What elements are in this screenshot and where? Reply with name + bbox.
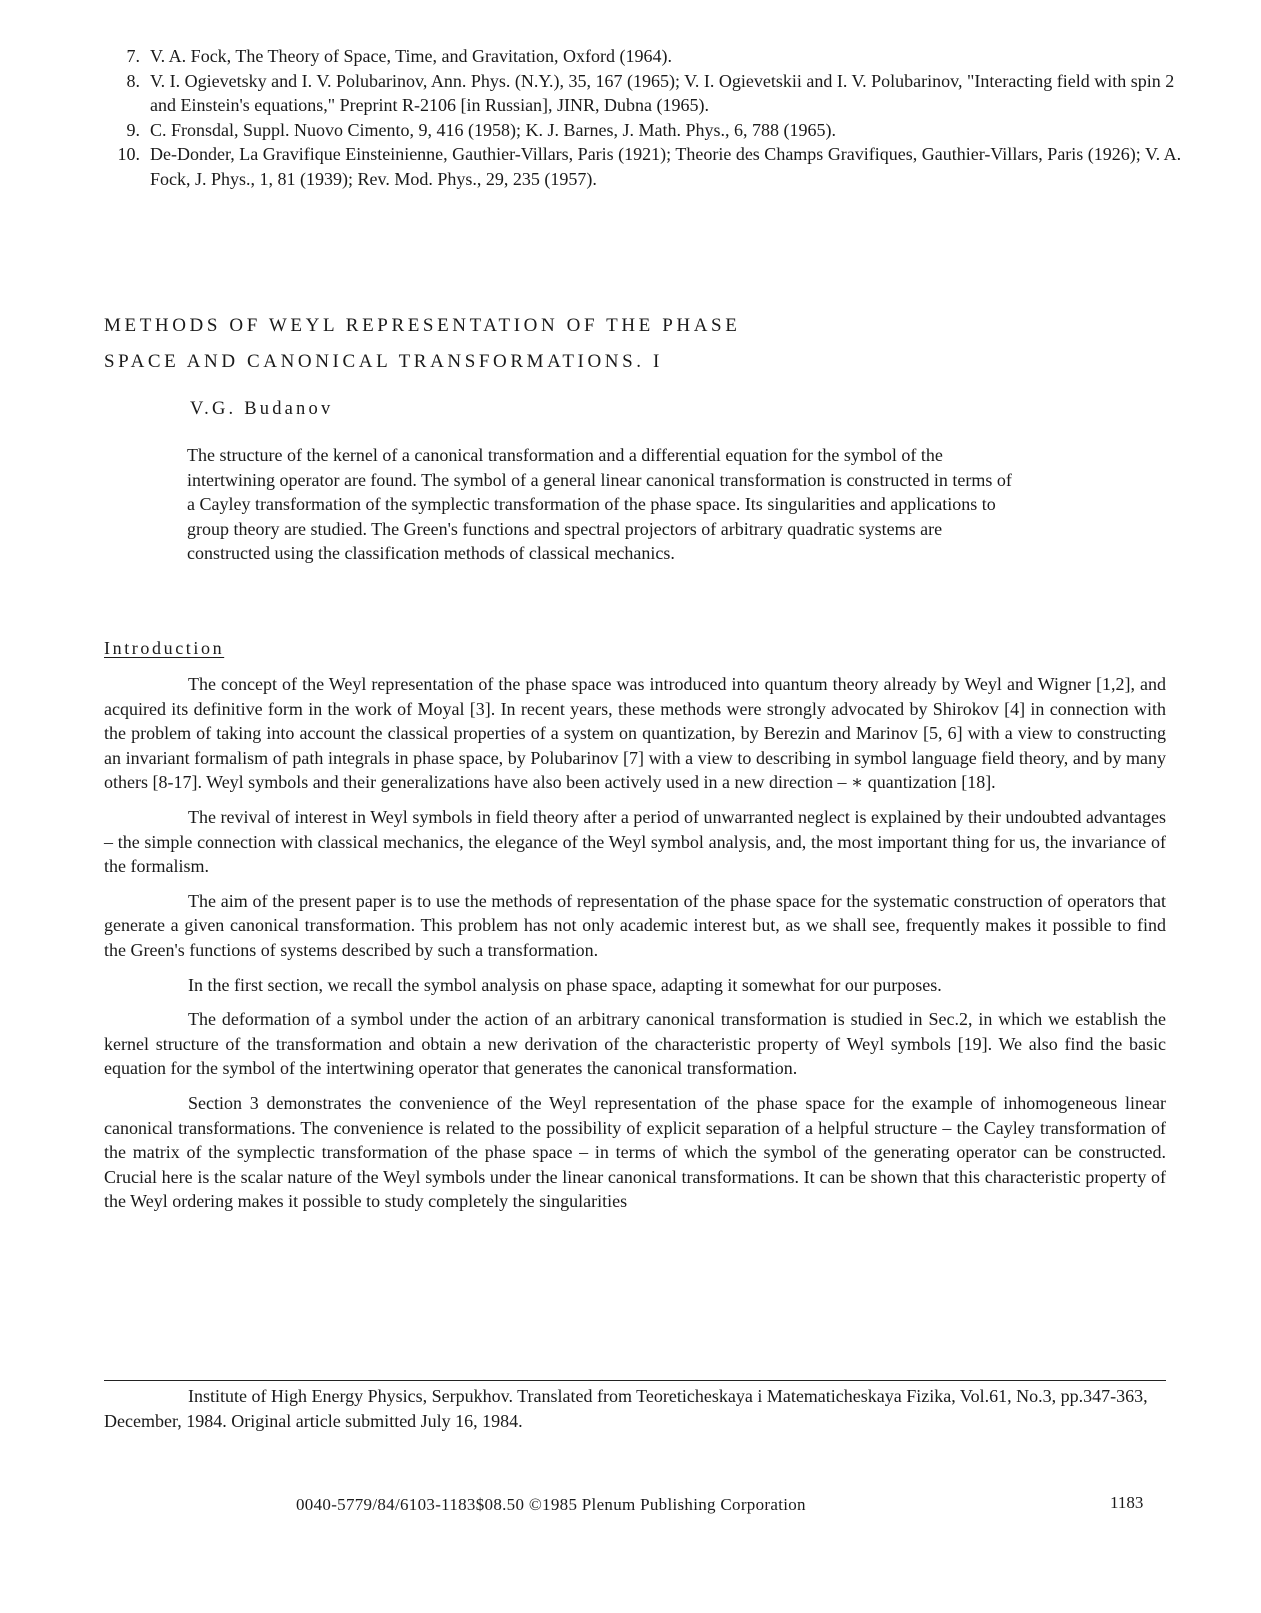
reference-text: De-Donder, La Gravifique Einsteinienne, Gauthier-Villars, Paris (1921); Theorie des Champs Gravifiques, Gauthier-Villars, Paris (1926); V. A. Fock, J. Phys., 1, 81 (1939); Rev. Mod. Phys., 29, 235 (1957). (150, 144, 1182, 189)
reference-item (106, 44, 1196, 69)
reference-list (106, 44, 1196, 191)
reference-text: V. I. Ogievetsky and I. V. Polubarinov, Ann. Phys. (N.Y.), 35, 167 (1965); V. I. Ogievetskii and I. V. Polubarinov, "Interacting field with spin 2 and Einstein's equations," Preprint R-2106 [in Russian], JINR, Dubna (1965). (150, 70, 1175, 115)
reference-item (106, 118, 1196, 143)
reference-number: 10. (117, 144, 140, 164)
reference-text: V. A. Fock, The Theory of Space, Time, and Gravitation, Oxford (1964). (150, 46, 672, 66)
page-number: 1183 (1110, 1493, 1144, 1512)
body-paragraph: The revival of interest in Weyl symbols in field theory after a period of unwarranted neglect is explained by their undoubted advantages – the simple connection with classical mechanics, the elegance of the Weyl symbol analysis, and, the most important thing for us, the invariance of the formalism. (104, 806, 1166, 877)
body-paragraph: In the first section, we recall the symbol analysis on phase space, adapting it somewhat for our purposes. (188, 974, 942, 995)
footnote: Institute of High Energy Physics, Serpukhov. Translated from Teoreticheskaya i Matematicheskaya Fizika, Vol.61, No.3, pp.347-363, December, 1984. Original article submitted July 16, 1984. (104, 1386, 1148, 1431)
article-title (104, 308, 740, 380)
article-abstract: The structure of the kernel of a canonical transformation and a differential equation for the symbol of the intertwining operator are found. The symbol of a general linear canonical transformation is constructed in terms of a Cayley transformation of the symplectic transformation of the phase space. Its singularities and applications to group theory are studied. The Green's functions and spectral projectors of arbitrary quadratic systems are constructed using the classification methods of classical mechanics. (187, 445, 1012, 564)
footnote-divider (104, 1380, 1166, 1381)
introduction-body (104, 672, 1166, 1224)
article-title-line-2: SPACE AND CANONICAL TRANSFORMATIONS. I (104, 351, 663, 372)
publisher-code: 0040-5779/84/6103-1183$08.50 ©1985 Plenum Publishing Corporation (296, 1495, 806, 1514)
reference-number: 8. (126, 70, 140, 91)
reference-item (106, 142, 1196, 191)
body-paragraph: The deformation of a symbol under the action of an arbitrary canonical transformation is studied in Sec.2, in which we establish the kernel structure of the transformation and obtain a new derivation of the characteristic property of Weyl symbols [19]. We also find the basic equation for the symbol of the intertwining operator that generates the canonical transformation. (104, 1009, 1166, 1079)
article-author: V.G. Budanov (190, 399, 334, 419)
body-paragraph: The concept of the Weyl representation of the phase space was introduced into quantum theory already by Weyl and Wigner [1,2], and acquired its definitive form in the work of Moyal [3]. In recent years, these methods were strongly advocated by Shirokov [4] in connection with the problem of taking into account the classical properties of a system on quantization, by Berezin and Marinov [5, 6] with a view to constructing an invariant formalism of path integrals in phase space, by Polubarinov [7] with a view to describing in symbol language field theory, and by many others [8-17]. Weyl symbols and their generalizations have also been actively used in a new direction – ∗ quantization [18]. (104, 674, 1166, 793)
section-heading-introduction: Introduction (104, 638, 225, 658)
body-paragraph: The aim of the present paper is to use the methods of representation of the phase space for the systematic construction of operators that generate a given canonical transformation. This problem has not only academic interest but, as we shall see, frequently makes it possible to find the Green's functions of systems described by such a transformation. (104, 890, 1166, 960)
reference-text: C. Fronsdal, Suppl. Nuovo Cimento, 9, 416 (1958); K. J. Barnes, J. Math. Phys., 6, 788 (1965). (150, 119, 836, 140)
article-title-line-1: METHODS OF WEYL REPRESENTATION OF THE PHASE (104, 315, 741, 336)
reference-number: 7. (126, 46, 140, 66)
reference-number: 9. (126, 119, 140, 140)
body-paragraph: Section 3 demonstrates the convenience of the Weyl representation of the phase space for the example of inhomogeneous linear canonical transformations. The convenience is related to the possibility of explicit separation of a helpful structure – the Cayley transformation of the matrix of the symplectic transformation of the phase space – in terms of which the symbol of the generating operator can be constructed. Crucial here is the scalar nature of the Weyl symbols under the linear canonical transformations. It can be shown that this characteristic property of the Weyl ordering makes it possible to study completely the singularities (104, 1092, 1166, 1212)
reference-item (106, 69, 1196, 118)
